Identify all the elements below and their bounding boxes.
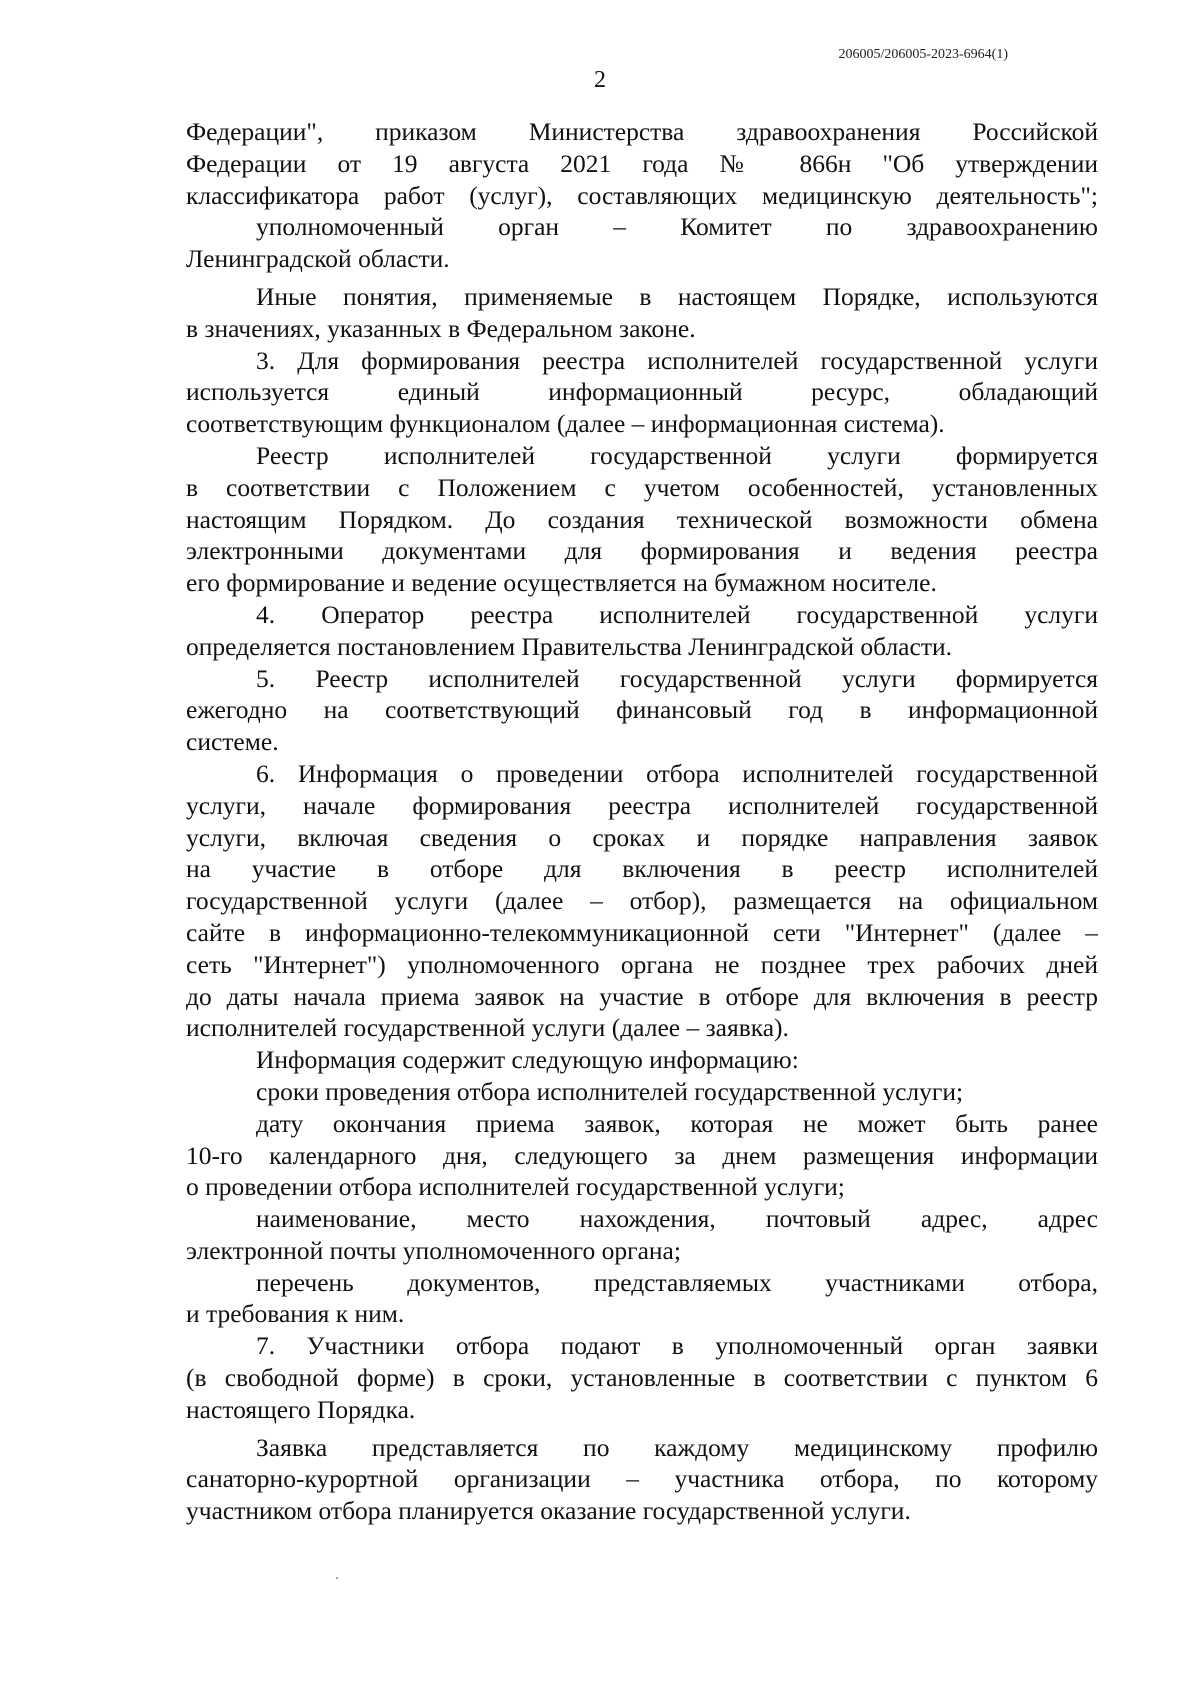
text-line: его формирование и ведение осуществляется на бумажном носителе. bbox=[186, 568, 937, 598]
text-line: санаторно-курортной организации – участника отбора, по которому bbox=[186, 1464, 1098, 1494]
text-line: Реестр исполнителей государственной услуги формируется bbox=[256, 440, 1098, 470]
text-line: 3. Для формирования реестра исполнителей государственной услуги bbox=[256, 345, 1098, 375]
text-line: Информация содержит следующую информацию: bbox=[256, 1045, 799, 1075]
text-line: электронной почты уполномоченного органа; bbox=[186, 1235, 681, 1265]
text-line: Иные понятия, применяемые в настоящем Порядке, используются bbox=[256, 281, 1098, 311]
text-line: в соответствии с Положением с учетом особенностей, установленных bbox=[186, 472, 1098, 502]
text-line: государственной услуги (далее – отбор), размещается на официальном bbox=[186, 886, 1098, 916]
text-line: Заявка представляется по каждому медицинскому профилю bbox=[256, 1432, 1098, 1462]
text-line: настоящего Порядка. bbox=[186, 1394, 416, 1424]
text-line: 4. Оператор реестра исполнителей государственной услуги bbox=[256, 599, 1098, 629]
text-line: о проведении отбора исполнителей государственной услуги; bbox=[186, 1172, 845, 1202]
text-line: электронными документами для формирования и ведения реестра bbox=[186, 536, 1098, 566]
document-body bbox=[186, 116, 1098, 1527]
text-line: исполнителей государственной услуги (далее – заявка). bbox=[186, 1013, 789, 1043]
text-line: (в свободной форме) в сроки, установленные в соответствии с пунктом 6 bbox=[186, 1363, 1098, 1393]
text-line: ежегодно на соответствующий финансовый год в информационной bbox=[186, 695, 1098, 725]
text-line: сеть "Интернет") уполномоченного органа не позднее трех рабочих дней bbox=[186, 949, 1098, 979]
text-line: классификатора работ (услуг), составляющих медицинскую деятельность"; bbox=[186, 180, 1098, 210]
text-line: 10-го календарного дня, следующего за днем размещения информации bbox=[186, 1140, 1098, 1170]
text-line: на участие в отборе для включения в реестр исполнителей bbox=[186, 854, 1098, 884]
text-line: Федерации от 19 августа 2021 года № 866н "Об утверждении bbox=[186, 148, 1098, 178]
text-line: уполномоченный орган – Комитет по здравоохранению bbox=[256, 212, 1098, 242]
text-line: услуги, включая сведения о сроках и порядке направления заявок bbox=[186, 822, 1098, 852]
text-line: участником отбора планируется оказание государственной услуги. bbox=[186, 1496, 911, 1526]
text-line: до даты начала приема заявок на участие в отборе для включения в реестр bbox=[186, 981, 1098, 1011]
text-line: используется единый информационный ресурс, обладающий bbox=[186, 377, 1098, 407]
text-line: перечень документов, представляемых участниками отбора, bbox=[256, 1267, 1098, 1297]
text-line: настоящим Порядком. До создания технической возможности обмена bbox=[186, 504, 1098, 534]
text-line: в значениях, указанных в Федеральном законе. bbox=[186, 313, 696, 343]
text-line: 5. Реестр исполнителей государственной услуги формируется bbox=[256, 663, 1098, 693]
scan-speck bbox=[336, 1577, 338, 1579]
text-line: сайте в информационно-телекоммуникационной сети "Интернет" (далее – bbox=[186, 917, 1098, 947]
text-line: Федерации", приказом Министерства здравоохранения Российской bbox=[186, 117, 1098, 146]
text-line: Ленинградской области. bbox=[186, 244, 450, 274]
text-line: услуги, начале формирования реестра исполнителей государственной bbox=[186, 790, 1098, 820]
page-number: 2 bbox=[594, 67, 606, 93]
text-line: 7. Участники отбора подают в уполномоченный орган заявки bbox=[256, 1331, 1098, 1361]
text-line: и требования к ним. bbox=[186, 1299, 405, 1329]
text-line: дату окончания приема заявок, которая не может быть ранее bbox=[256, 1108, 1098, 1138]
text-line: сроки проведения отбора исполнителей государственной услуги; bbox=[256, 1076, 964, 1106]
text-line: 6. Информация о проведении отбора исполнителей государственной bbox=[256, 758, 1098, 788]
text-line: соответствующим функционалом (далее – информационная система). bbox=[186, 409, 945, 439]
text-line: системе. bbox=[186, 727, 279, 757]
text-line: определяется постановлением Правительства Ленинградской области. bbox=[186, 631, 952, 661]
text-line: наименование, место нахождения, почтовый адрес, адрес bbox=[256, 1204, 1098, 1234]
document-id: 206005/206005-2023-6964(1) bbox=[838, 47, 1008, 62]
